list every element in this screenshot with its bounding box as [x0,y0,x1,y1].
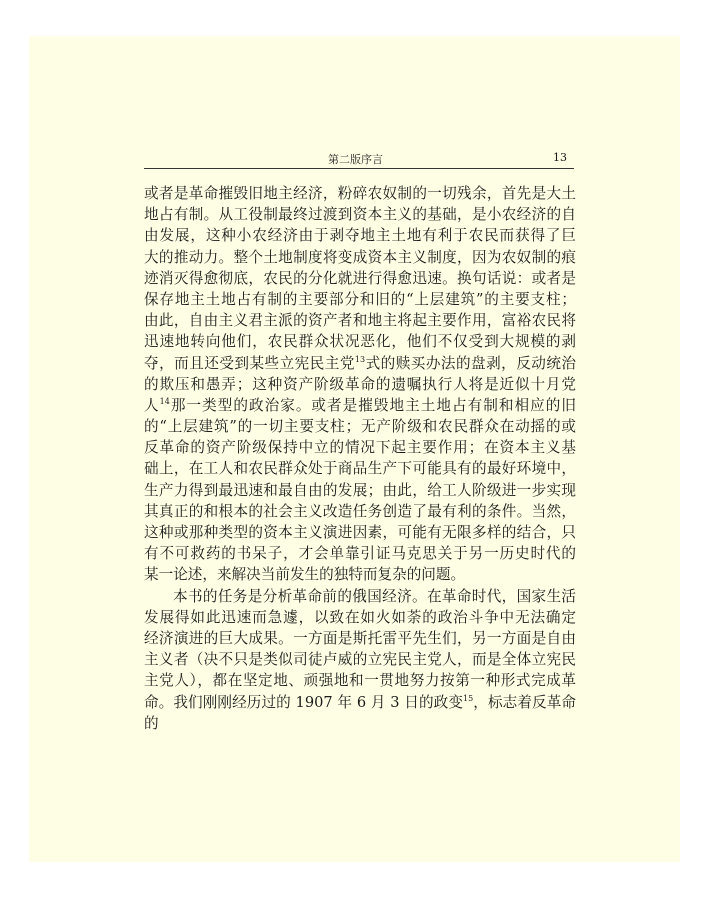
text-line [144,395,576,416]
body-text [144,183,576,732]
footnote-ref[interactable]: 13 [354,354,366,364]
text-segment: 命。我们刚刚经历过的 1907 年 6 月 3 日的政变 [144,693,464,711]
text-line: 某一论述，来解决当前发生的独特而复杂的问题。 [144,566,466,584]
running-header [144,149,567,167]
footnote-ref[interactable]: 14 [159,396,170,406]
text-line [144,692,576,732]
text-line: 主党人），都在坚定地、顽强地和一贯地努力按第一种形式完成革 [144,672,576,690]
text-line: 有不可救药的书呆子，才会单靠引证马克思关于另一历史时代的 [144,545,576,563]
text-line: 的欺压和愚弄；这种资产阶级革命的遗嘱执行人将是近似十月党 [144,375,576,393]
text-line: 由发展，这种小农经济由于剥夺地主土地有利于农民而获得了巨 [144,227,576,245]
text-line: 迅速地转向他们，农民群众状况恶化，他们不仅受到大规模的剥 [144,333,576,351]
running-title: 第二版序言 [328,153,383,166]
text-line: 其真正的和根本的社会主义改造任务创造了最有利的条件。当然， [144,502,576,520]
page-number: 13 [553,151,567,164]
text-line: 生产力得到最迅速和最自由的发展；由此，给工人阶级进一步实现 [144,481,576,499]
text-segment: ，标志着反革命的 [144,693,576,732]
text-line: 或者是革命摧毁旧地主经济，粉碎农奴制的一切残余，首先是大土 [144,185,576,202]
text-line: 主义者（决不只是类似司徒卢威的立宪民主党人，而是全体立宪民 [144,651,576,669]
text-segment: 那一类型的政治家。或者是摧毁地主土地占有制和相应的旧 [169,396,576,414]
text-line: 础上，在工人和农民群众处于商品生产下可能具有的最好环境中， [144,460,576,478]
text-line: 大的推动力。整个土地制度将变成资本主义制度，因为农奴制的痕 [144,248,576,266]
header-rule [144,168,574,169]
footnote-ref[interactable]: 15 [463,693,474,703]
text-line: 由此，自由主义君主派的资产者和地主将起主要作用，富裕农民将 [144,312,576,330]
text-segment: 夺，而且还受到某些立宪民主党 [144,354,355,372]
text-line: 经济演进的巨大成果。一方面是斯托雷平先生们，另一方面是自由 [144,629,576,647]
text-line [144,353,576,374]
text-line: 这种或那种类型的资本主义演进因素，可能有无限多样的结合，只 [144,524,576,541]
text-segment: 人 [144,396,160,414]
text-line: 反革命的资产阶级保持中立的情况下起主要作用；在资本主义基 [144,439,576,457]
text-line: 的“上层建筑”的一切主要支柱；无产阶级和农民群众在动摇的或 [144,418,576,436]
text-line: 迹消灭得愈彻底，农民的分化就进行得愈迅速。换句话说：或者是 [144,269,576,287]
text-line: 发展得如此迅速而急遽，以致在如火如荼的政治斗争中无法确定 [144,608,576,626]
text-line: 本书的任务是分析革命前的俄国经济。在革命时代，国家生活 [173,587,576,605]
text-line: 地占有制。从工役制最终过渡到资本主义的基础，是小农经济的自 [144,206,576,224]
text-line: 保存地主土地占有制的主要部分和旧的“上层建筑”的主要支柱； [144,290,576,308]
text-segment: 式的赎买办法的盘剥，反动统治 [365,354,576,372]
